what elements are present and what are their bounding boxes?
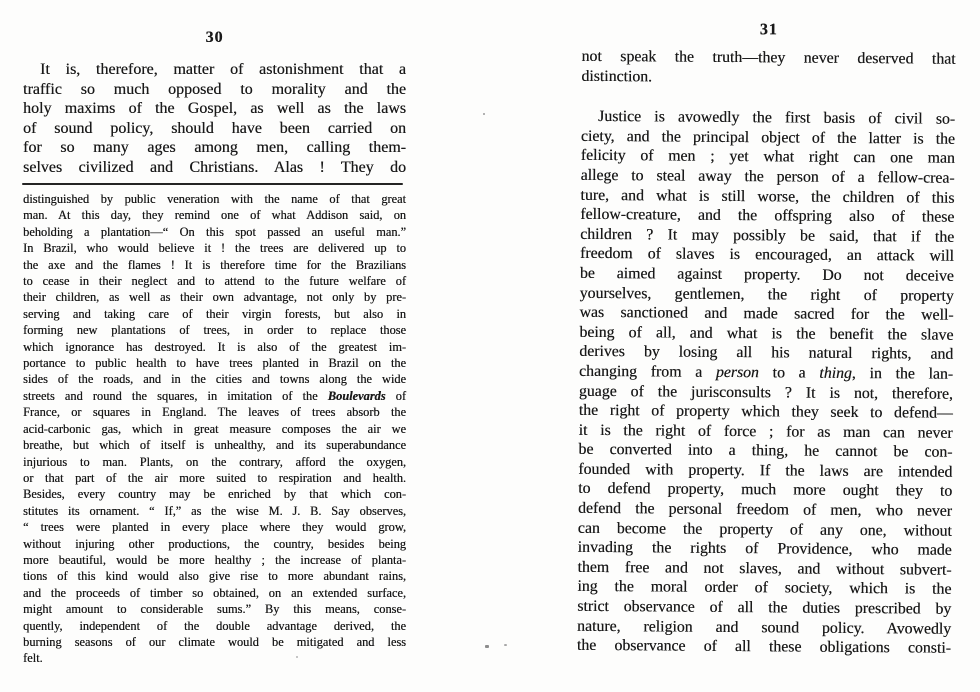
text-line: can become the property of any one, without [577, 519, 952, 540]
text-line: Besides, every country may be enriched by that which con- [23, 487, 406, 502]
text-line: them free and not slaves, and without subvert- [577, 558, 952, 579]
paragraph [581, 47, 955, 89]
scan-speck [483, 113, 485, 115]
text-line: invading the rights of Providence, who made [577, 539, 952, 559]
text-line: ing the moral order of society, which is the [577, 578, 952, 599]
text-line: quently, independent of the double advantage derived, the [23, 618, 406, 633]
text-line: tions of this kind would also give rise to more abundant rains, [23, 569, 406, 584]
paragraph [577, 107, 955, 659]
text-line: it is the right of force ; for as man can never [578, 421, 953, 442]
text-line: ture, and what is still worse, the children of this [580, 186, 955, 207]
paragraph [23, 60, 406, 178]
text-line: serving and taking care of their virgin forests, but also in [23, 306, 406, 321]
text-line: or that part of the air more suited to respiration and health. [23, 470, 406, 485]
text-line: and the proceeds of timber so obtained, on an extended surface, [23, 585, 406, 600]
page-number-right: 31 [759, 21, 778, 39]
text-line: strict observance of all the duties prescribed by [577, 597, 952, 618]
text-line: yourselves, gentlemen, the right of property [579, 284, 954, 305]
text-line: allege to steal away the person of a fellow-crea- [580, 166, 955, 187]
text-line: streets and round the squares, in imitation of the Boulevards of [23, 388, 406, 403]
text-line: guage of the jurisconsults ? It is not, therefore, [578, 382, 953, 403]
scan-speck [504, 644, 507, 646]
text-line: being of all, and what is the benefit the slave [579, 323, 954, 344]
text-line: ciety, and the principal object of the latter is the [580, 127, 955, 148]
text-line: the axe and the flames ! It is therefore time for the Brazilians [23, 257, 406, 272]
text-line: to cease in their neglect and to attend to the future welfare of [23, 274, 406, 289]
text-line: be aimed against property. Do not deceive [579, 264, 954, 285]
left-body-text [23, 60, 406, 178]
text-line: distinguished by public veneration with the name of that great [23, 192, 406, 206]
right-body-text [577, 47, 956, 659]
text-line: derives by losing all his natural rights, and [579, 343, 954, 364]
text-line: felicity of men ; yet what right can one man [580, 147, 955, 168]
text-line: felt. [23, 651, 43, 666]
page-left [23, 0, 406, 692]
text-line: without injuring other productions, the country, besides being [23, 536, 406, 551]
text-line: stitutes its ornament. “ If,” as the wise M. J. B. Say observes, [23, 503, 406, 518]
text-line: of sound policy, should have been carried on [23, 119, 406, 137]
text-line: traffic so much opposed to morality and the [23, 80, 406, 98]
text-line: be converted into a thing, he cannot be con- [578, 441, 953, 462]
text-line: holy maxims of the Gospel, as well as the laws [23, 100, 406, 118]
page-right [577, 0, 956, 692]
page-number-left: 30 [205, 29, 224, 46]
text-line: Justice is avowedly the first basis of civil so- [598, 108, 956, 128]
text-line: was sanctioned and made sacred for the well- [579, 303, 954, 324]
text-line: portance to public health to have trees planted in Brazil on the [23, 356, 406, 371]
text-line: more beautiful, would be more healthy ; the increase of planta- [23, 552, 406, 567]
text-line: In Brazil, who would believe it ! the trees are delivered up to [23, 241, 406, 256]
text-line: “ trees were planted in every place where they would grow, [23, 520, 406, 535]
text-line: freedom of slaves is encouraged, an attack will [579, 245, 955, 266]
text-line: not speak the truth—they never deserved that [581, 47, 956, 68]
left-footnote-text [23, 191, 406, 667]
text-line: burning seasons of our climate would be mitigated and less [23, 634, 406, 649]
text-line: the observance of all these obligations consti- [576, 637, 951, 657]
text-line: distinction. [581, 67, 653, 85]
scan-speck [485, 645, 489, 648]
text-line: injurious to man. Plants, on the contrary, afford the oxygen, [23, 454, 406, 469]
text-line: for so many ages among men, calling them- [23, 139, 406, 157]
text-line: acid-carbonic gas, which in great measure composes the air we [23, 421, 406, 436]
text-line: might amount to considerable sums.” By this means, conse- [23, 602, 406, 617]
text-line: founded with property. If the laws are intended [578, 460, 953, 481]
text-line: fellow-creature, and the offspring also of these [580, 205, 955, 226]
text-line: breathe, but which of itself is unhealthy, and its superabundance [23, 438, 406, 453]
text-line: selves civilized and Christians. Alas ! They do [23, 158, 406, 176]
footnote-separator-rule [22, 183, 403, 185]
text-line: which ignorance has destroyed. It is also of the greatest im- [23, 339, 406, 354]
text-line: nature, religion and sound policy. Avowedly [577, 617, 952, 638]
text-line: the right of property which they seek to defend— [578, 401, 953, 422]
text-line: their children, as well as their own advantage, not only by pre- [23, 290, 406, 305]
text-line: forming new plantations of trees, in order to replace those [23, 323, 406, 338]
text-line: beholding a plantation—“ On this spot passed an useful man.” [23, 224, 406, 239]
text-line: to defend property, much more ought they to [578, 480, 953, 501]
text-line: changing from a person to a thing, in the lan- [579, 362, 954, 383]
text-line: France, or squares in England. The leaves of trees absorb the [23, 405, 406, 420]
scan-speck [296, 656, 298, 658]
text-line: It is, therefore, matter of astonishment that a [40, 61, 406, 78]
text-line: defend the personal freedom of men, who never [577, 499, 953, 520]
text-line: children ? It may possibly be said, that if the [580, 225, 955, 246]
text-line: sides of the roads, and in the cities and towns along the wide [23, 372, 406, 387]
paragraph [23, 191, 406, 667]
text-line: man. At this day, they remind one of what Addison said, on [23, 208, 406, 223]
